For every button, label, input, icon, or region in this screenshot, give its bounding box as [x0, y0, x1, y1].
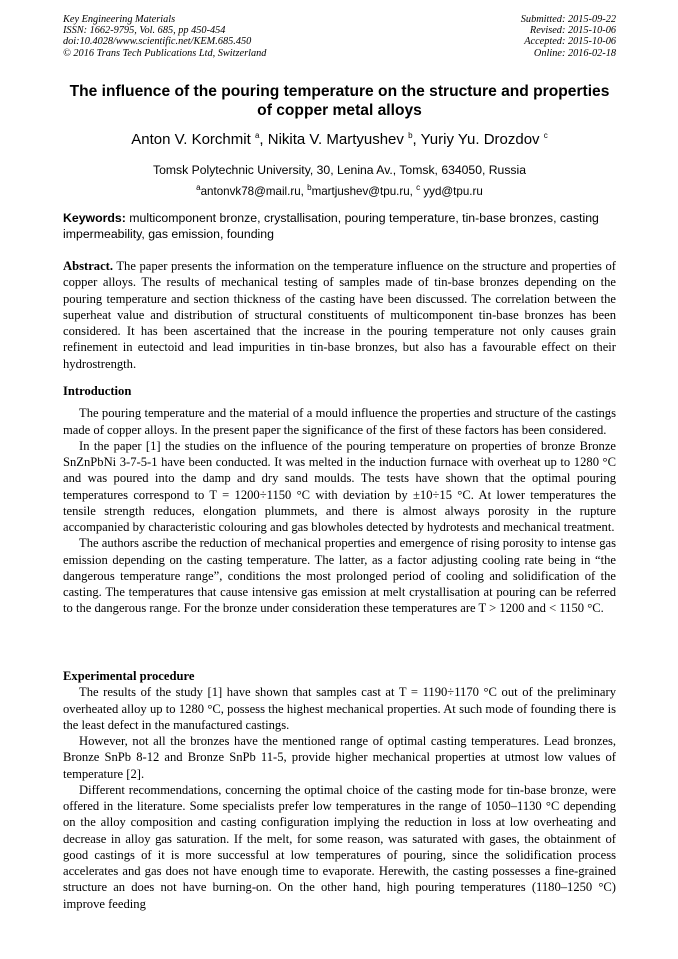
emails — [63, 183, 616, 198]
date-line: Submitted: 2015-09-22 — [520, 14, 616, 25]
author: Yuriy Yu. Drozdov — [420, 131, 540, 148]
email: antonvk78@mail.ru, — [200, 184, 304, 198]
section-heading: Experimental procedure — [63, 669, 195, 683]
keywords — [63, 211, 616, 242]
keywords-label: Keywords: — [63, 211, 126, 225]
affil-sup: c — [416, 183, 421, 192]
paragraph: The results of the study [1] have shown that samples cast at T = 1190÷1170 °C out of the preliminary overheated alloy up to 1280 °C, possess the highest mechanical properties. At such mode of founding there is the least defect in the manufactured castings. — [63, 685, 616, 732]
author: Anton V. Korchmit — [131, 131, 251, 148]
abstract-label: Abstract. — [63, 259, 114, 273]
author: Nikita V. Martyushev — [267, 131, 404, 148]
email: yyd@tpu.ru — [423, 184, 483, 198]
journal-info — [63, 14, 266, 59]
section-introduction — [63, 383, 616, 617]
affil-sup: b — [408, 131, 413, 140]
keywords-text: multicomponent bronze, crystallisation, pouring temperature, tin-base bronzes, casting impermeability, gas emission, founding — [63, 211, 599, 241]
abstract — [63, 258, 616, 372]
paper-title: The influence of the pouring temperature on the structure and properties of copper metal alloys — [69, 83, 610, 119]
date-line: Revised: 2015-10-06 — [529, 25, 616, 37]
paragraph: In the paper [1] the studies on the influence of the pouring temperature on properties of bronze Bronze SnZnPbNi 3-7-5-1 have been conducted. It was melted in the induction furnace with overheat up to 1280 °C and was poured into the damp and dry sand moulds. The tests have shown that the optimal pouring temperatures correspond to T = 1200÷1150 °C with deviation by ±10÷15 °C. At lower temperatures the tensile strength reduces, elongation plummets, and there is almost always porosity in the rupture accompanied by characteristic colouring and gas blowholes detected by hydrotests and mechanical treatment. — [63, 438, 616, 534]
paragraph: The pouring temperature and the material of a mould influence the properties and structure of the castings made of copper alloys. In the present paper the significance of the first of these factors has been considered. — [63, 406, 616, 437]
paragraph: However, not all the bronzes have the mentioned range of optimal casting temperatures. Lead bronzes, Bronze SnPb 8-12 and Bronze SnPb 11-5, provide higher mechanical properties at utmost low values of temperature [2]. — [63, 734, 616, 781]
journal-line: Key Engineering Materials — [63, 14, 176, 25]
dates-info — [521, 14, 616, 59]
affil-sup: c — [543, 131, 548, 140]
abstract-text: The paper presents the information on the temperature influence on the structure and properties of copper alloys. The results of mechanical testing of samples made of tin-base bronzes depending on the pouring temperature and section thickness of the casting have been discussed. The correlation between the superheat value and distribution of structural constituents of multicomponent tin-base bronzes has been considered. It has been ascertained that the increase in the pouring temperature not only causes grain refinement in eutectoid and lead impurities in tin-base bronzes, but also has a favourable effect on their hydrostrength. — [63, 259, 616, 371]
authors: Anton V. Korchmit $^a$, Nikita V. Martyushev $^b$, Yuriy Yu. Drozdov $^c$ — [131, 131, 548, 148]
email: martjushev@tpu.ru, — [311, 184, 413, 198]
journal-line: © 2016 Trans Tech Publications Ltd, Switzerland — [63, 47, 267, 59]
journal-line: doi:10.4028/www.scientific.net/KEM.685.450 — [63, 36, 252, 48]
affiliation: Tomsk Polytechnic University, 30, Lenina Av., Tomsk, 634050, Russia — [152, 163, 527, 177]
affil-sup: a — [254, 131, 260, 140]
affil-sup: a — [196, 183, 201, 192]
journal-line: ISSN: 1662-9795, Vol. 685, pp 450-454 — [63, 25, 226, 37]
date-line: Online: 2016-02-18 — [533, 47, 616, 59]
section-heading: Introduction — [63, 384, 132, 398]
paragraph: The authors ascribe the reduction of mechanical properties and emergence of rising porosity to intense gas emission depending on the casting temperature. The latter, as a factor adjusting cooling rate being in “the dangerous temperature range”, conditions the most prolonged period of cooling and solidification of the casting. The temperatures that cause intensive gas emission at melt crystallisation at pouring can be referred to the dangerous range. For the bronze under consideration these temperatures are T > 1200 and < 1150 °C. — [63, 536, 616, 616]
affil-sup: b — [307, 183, 312, 192]
section-experimental — [63, 668, 616, 912]
date-line: Accepted: 2015-10-06 — [524, 36, 616, 48]
paragraph: Different recommendations, concerning the optimal choice of the casting mode for tin-base bronze, were offered in the literature. Some specialists prefer low temperatures in the range of 1050–1130 °C depending on the alloy composition and casting configuration implying the reduction in loss at low overheating and decrease in alloy gas saturation. If the melt, for some reason, was saturated with gases, the obtainment of good castings of it is more successful at low temperatures of pouring, since the solidification process accelerates and gas does not have enough time to evaporate. Herewith, the casting possesses a fine-grained structure an does not have burning-on. On the other hand, high pouring temperatures (1180–1250 °C) improve feeding — [63, 782, 616, 911]
